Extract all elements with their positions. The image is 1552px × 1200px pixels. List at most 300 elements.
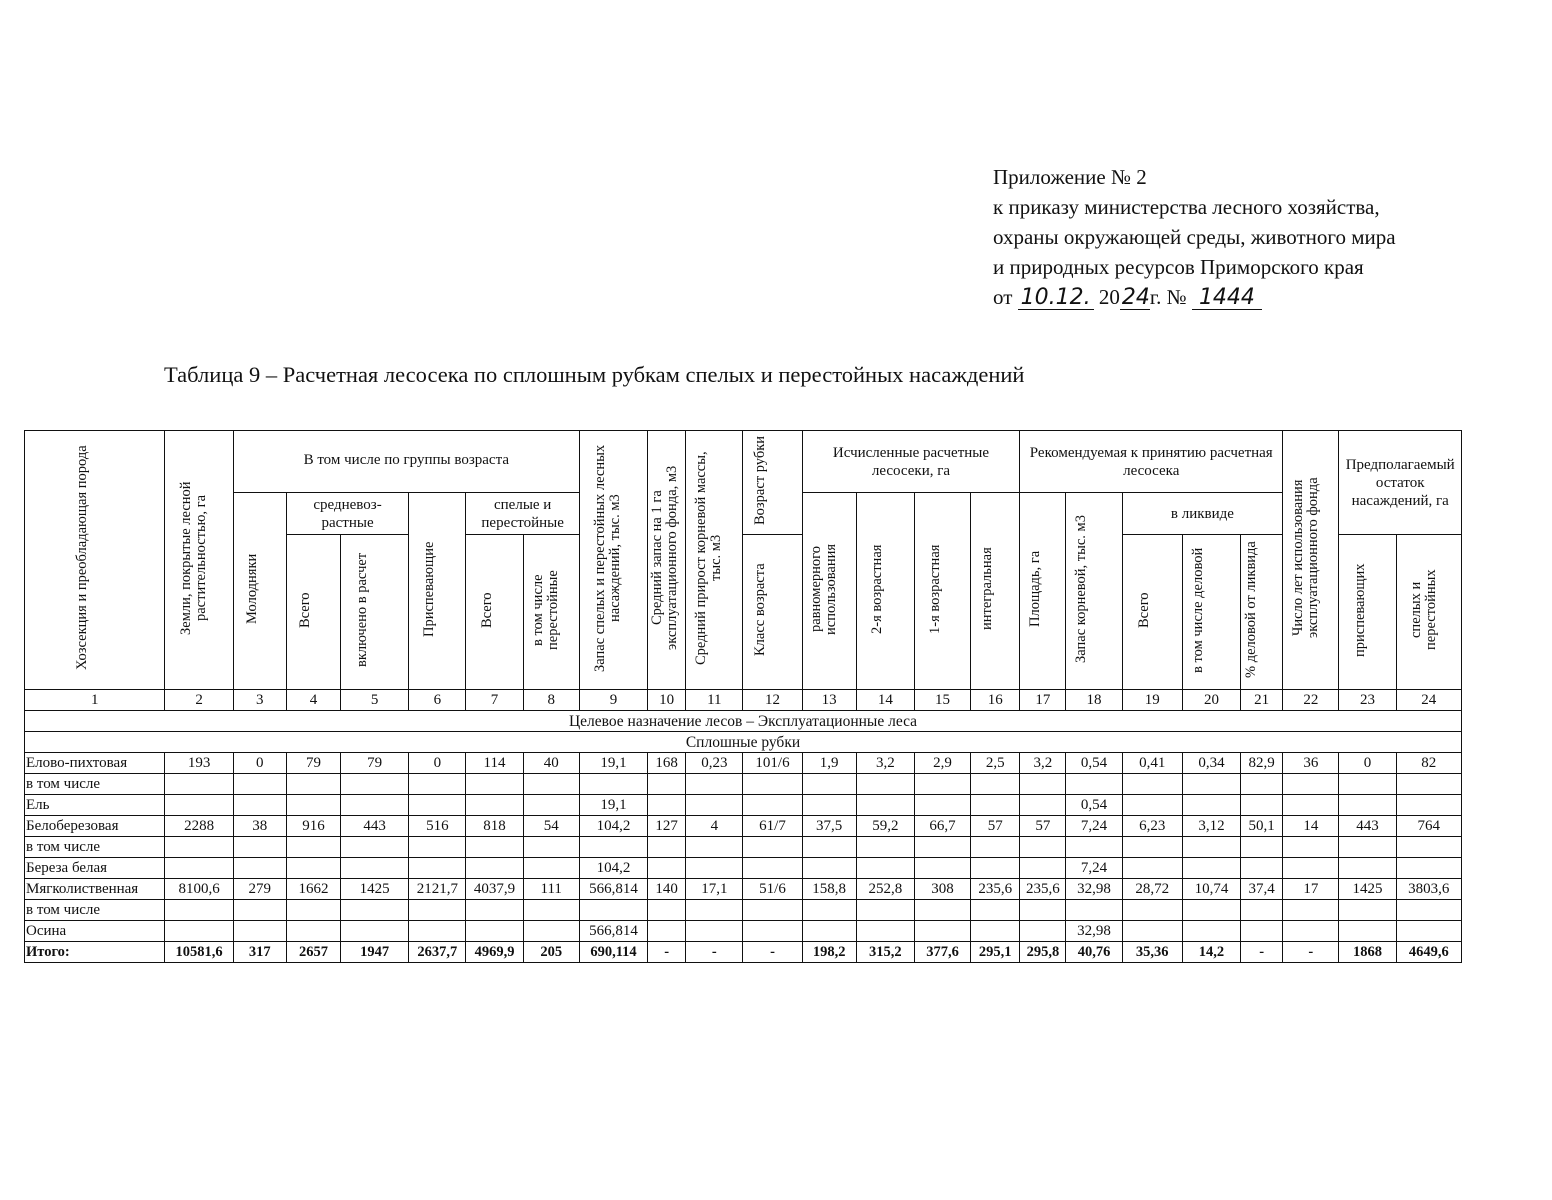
table-cell [914,795,970,816]
table-cell [914,837,970,858]
handwritten-date: 10.12. [1018,287,1094,310]
table-cell [1066,900,1122,921]
header-c8: в том числе перестойные [523,535,579,690]
column-number-row [25,690,1462,711]
table-cell: 104,2 [579,858,647,879]
table-cell [1182,774,1240,795]
table-cell: 198,2 [802,942,856,963]
table-cell [523,900,579,921]
year-prefix: 20 [1098,285,1120,309]
table-cell: 3,12 [1182,816,1240,837]
header-group-rec: Рекомендуемая к принятию расчетная лесосека [1020,431,1283,493]
table-cell [1066,837,1122,858]
table-cell: 59,2 [856,816,914,837]
table-cell [743,795,802,816]
table-cell [409,858,466,879]
table-cell [856,837,914,858]
header-c16: интегральная [971,493,1020,690]
table-cell: 2288 [165,816,233,837]
header-c17: Площадь, га [1020,493,1066,690]
table-cell: 6,23 [1122,816,1182,837]
table-cell: 28,72 [1122,879,1182,900]
table-cell [1020,921,1066,942]
table-cell [1122,858,1182,879]
table-cell: 764 [1396,816,1461,837]
appendix-line-1: Приложение № 2 [993,165,1147,189]
table-cell: 317 [233,942,286,963]
table-cell: 3803,6 [1396,879,1461,900]
total-row [25,942,1462,963]
header-group-cut-age: Возраст рубки [743,431,802,535]
table-cell [856,858,914,879]
header-c6: Приспевающие [409,493,466,690]
table-cell [1241,921,1283,942]
table-cell: 57 [971,816,1020,837]
header-c19: Всего [1122,535,1182,690]
table-cell: 0 [233,753,286,774]
table-cell [802,921,856,942]
appendix-line-4: и природных ресурсов Приморского края [993,255,1364,279]
appendix-block [993,162,1396,312]
table-cell: 35,36 [1122,942,1182,963]
table-cell [743,774,802,795]
table-cell [743,858,802,879]
table-cell [233,795,286,816]
table-cell [466,795,523,816]
table-cell [1339,795,1396,816]
table-cell: 168 [648,753,686,774]
table-cell: 1662 [286,879,340,900]
table-cell [1182,837,1240,858]
header-c23: приспевающих [1339,535,1396,690]
header-c5: включено в расчет [341,535,409,690]
header-group-calc: Исчисленные расчетные лесосеки, га [802,431,1020,493]
column-number: 1 [25,690,165,711]
row-label: в том числе [25,837,165,858]
header-c21: % деловой от ликвида [1241,535,1283,690]
table-cell: 4 [686,816,743,837]
table-cell: 1868 [1339,942,1396,963]
table-cell [1122,795,1182,816]
header-c3: Молодняки [233,493,286,690]
table-cell: 2657 [286,942,340,963]
table-cell: 127 [648,816,686,837]
table-row [25,753,1462,774]
table-cell [686,858,743,879]
table-cell: 82,9 [1241,753,1283,774]
table-cell [1182,795,1240,816]
table-cell [1396,900,1461,921]
table-cell: 235,6 [971,879,1020,900]
table-cell: 252,8 [856,879,914,900]
table-cell [233,921,286,942]
table-cell [648,837,686,858]
table-cell [914,774,970,795]
header-group-middle: средневоз-растные [286,493,408,535]
table-cell: 19,1 [579,795,647,816]
table-cell [1339,858,1396,879]
table-cell: 82 [1396,753,1461,774]
column-number: 20 [1182,690,1240,711]
table-cell [233,774,286,795]
table-row [25,921,1462,942]
table-cell [466,774,523,795]
table-cell: 61/7 [743,816,802,837]
table-cell [409,774,466,795]
table-cell [1020,900,1066,921]
table-cell [1339,774,1396,795]
table-cell [286,858,340,879]
row-label: Береза белая [25,858,165,879]
table-row [25,879,1462,900]
column-number: 19 [1122,690,1182,711]
row-label: Осина [25,921,165,942]
table-cell [233,900,286,921]
header-group-age: В том числе по группы возраста [233,431,579,493]
table-cell: 3,2 [1020,753,1066,774]
table-cell: 1947 [341,942,409,963]
table-row [25,837,1462,858]
table-cell [165,795,233,816]
column-number: 17 [1020,690,1066,711]
table-cell: 7,24 [1066,816,1122,837]
table-cell: 4649,6 [1396,942,1461,963]
table-cell: 66,7 [914,816,970,837]
header-group-rest: Предполагаемый остаток насаждений, га [1339,431,1462,535]
appendix-date-line [993,282,1396,312]
table-cell [914,900,970,921]
section-purpose: Целевое назначение лесов – Эксплуатационные леса [25,711,1462,732]
table-cell [648,774,686,795]
table-cell: 54 [523,816,579,837]
table-cell [686,795,743,816]
table-cell [579,900,647,921]
row-label: Елово-пихтовая [25,753,165,774]
column-number: 9 [579,690,647,711]
table-cell: 1425 [1339,879,1396,900]
table-cell: 10,74 [1182,879,1240,900]
table-cell [971,774,1020,795]
table-cell [286,837,340,858]
table-cell [466,921,523,942]
column-number: 23 [1339,690,1396,711]
table-cell [341,837,409,858]
table-cell [286,774,340,795]
header-c7: Всего [466,535,523,690]
table-cell [286,900,340,921]
table-cell: 2637,7 [409,942,466,963]
table-cell: 79 [286,753,340,774]
table-cell [802,795,856,816]
table-cell: - [1283,942,1339,963]
table-cell [286,921,340,942]
table-cell [648,921,686,942]
table-cell: 19,1 [579,753,647,774]
table-cell [523,837,579,858]
table-cell: 4037,9 [466,879,523,900]
table-cell: 8100,6 [165,879,233,900]
table-cell: 308 [914,879,970,900]
table-cell [1020,795,1066,816]
column-number: 13 [802,690,856,711]
row-label: Белоберезовая [25,816,165,837]
table-cell: 32,98 [1066,879,1122,900]
table-cell [1283,900,1339,921]
table-cell: 38 [233,816,286,837]
table-cell: 0,23 [686,753,743,774]
table-cell [1066,774,1122,795]
table-cell: 443 [341,816,409,837]
column-number: 16 [971,690,1020,711]
table-row [25,774,1462,795]
table-cell: 40 [523,753,579,774]
table-cell [802,858,856,879]
table-title: Таблица 9 – Расчетная лесосека по сплошным рубкам спелых и перестойных насаждений [164,362,1025,387]
table-cell: 17 [1283,879,1339,900]
forest-cut-table [24,430,1462,963]
table-cell [1283,837,1339,858]
row-label: Ель [25,795,165,816]
table-cell [1020,858,1066,879]
table-cell: 295,8 [1020,942,1066,963]
section-row-cut [25,732,1462,753]
table-cell [523,921,579,942]
header-c20: в том числе деловой [1182,535,1240,690]
table-cell: 158,8 [802,879,856,900]
header-c14: 2-я возрастная [856,493,914,690]
table-row [25,900,1462,921]
table-cell: - [686,942,743,963]
column-number: 24 [1396,690,1461,711]
table-cell [1339,900,1396,921]
table-cell [686,837,743,858]
table-cell [648,858,686,879]
table-cell [1241,795,1283,816]
table-cell [1122,774,1182,795]
table-cell [971,921,1020,942]
table-cell: 0 [1339,753,1396,774]
column-number: 15 [914,690,970,711]
table-cell [1122,900,1182,921]
table-row [25,816,1462,837]
table-cell [802,900,856,921]
column-number: 7 [466,690,523,711]
table-cell [165,858,233,879]
table-cell: 193 [165,753,233,774]
table-cell [341,921,409,942]
row-label: в том числе [25,774,165,795]
section-row-purpose [25,711,1462,732]
table-cell [409,900,466,921]
column-number: 10 [648,690,686,711]
table-cell: 916 [286,816,340,837]
table-cell [1283,858,1339,879]
table-cell: 0 [409,753,466,774]
table-cell [1283,774,1339,795]
column-number: 2 [165,690,233,711]
table-cell: 37,5 [802,816,856,837]
table-cell: - [648,942,686,963]
appendix-line-2: к приказу министерства лесного хозяйства, [993,195,1380,219]
table-cell [409,837,466,858]
header-c22: Число лет использования эксплуатационного фонда [1283,431,1339,690]
row-label: Итого: [25,942,165,963]
row-label: Мягколиственная [25,879,165,900]
table-cell: 36 [1283,753,1339,774]
handwritten-number: 1444 [1192,287,1262,310]
table-cell: 101/6 [743,753,802,774]
table-cell: 516 [409,816,466,837]
table-cell: 37,4 [1241,879,1283,900]
table-cell: 7,24 [1066,858,1122,879]
table-cell: 32,98 [1066,921,1122,942]
table-cell [1396,837,1461,858]
table-cell [1283,921,1339,942]
table-cell [1339,837,1396,858]
table-cell [1241,774,1283,795]
table-cell [341,774,409,795]
column-number: 22 [1283,690,1339,711]
table-cell [1396,774,1461,795]
header-c4: Всего [286,535,340,690]
table-cell [802,837,856,858]
table-cell [523,858,579,879]
table-cell [523,774,579,795]
table-cell [971,900,1020,921]
header-c18: Запас корневой, тыс. м3 [1066,493,1122,690]
column-number: 11 [686,690,743,711]
table-cell: 2,5 [971,753,1020,774]
table-cell [686,900,743,921]
table-cell: 2,9 [914,753,970,774]
table-cell: 17,1 [686,879,743,900]
table-cell [1122,921,1182,942]
column-number: 14 [856,690,914,711]
table-cell [743,921,802,942]
table-row [25,795,1462,816]
header-c24: спелых и перестойных [1396,535,1461,690]
table-cell: 3,2 [856,753,914,774]
table-cell: 2121,7 [409,879,466,900]
header-c15: 1-я возрастная [914,493,970,690]
header-c12: Класс возраста [743,535,802,690]
table-row [25,858,1462,879]
table-cell [856,774,914,795]
from-label: от [993,285,1013,309]
table-cell [648,900,686,921]
column-number: 5 [341,690,409,711]
table-cell: - [1241,942,1283,963]
table-cell [165,774,233,795]
table-cell: 0,41 [1122,753,1182,774]
table-cell: 690,114 [579,942,647,963]
table-cell [971,795,1020,816]
table-cell [686,774,743,795]
table-cell: 235,6 [1020,879,1066,900]
table-cell [579,774,647,795]
table-cell [1122,837,1182,858]
table-cell [914,921,970,942]
header-c1: Хозсекция и преобладающая порода [25,431,165,690]
table-cell: 0,54 [1066,795,1122,816]
table-cell: 443 [1339,816,1396,837]
table-cell [743,837,802,858]
appendix-line-3: охраны окружающей среды, животного мира [993,225,1396,249]
table-cell [466,858,523,879]
header-group-liquid: в ликвиде [1122,493,1283,535]
column-number: 21 [1241,690,1283,711]
column-number: 12 [743,690,802,711]
table-cell: 1,9 [802,753,856,774]
table-cell [1241,858,1283,879]
table-cell: 1425 [341,879,409,900]
table-cell [648,795,686,816]
handwritten-year: 24 [1121,285,1150,310]
table-cell [233,858,286,879]
header-group-ripe: спелые и перестойные [466,493,579,535]
table-cell [743,900,802,921]
table-cell: 279 [233,879,286,900]
table-cell: 4969,9 [466,942,523,963]
table-cell: 566,814 [579,921,647,942]
table-cell [165,837,233,858]
table-cell [286,795,340,816]
table-cell: 79 [341,753,409,774]
column-number: 18 [1066,690,1122,711]
table-cell [409,795,466,816]
column-number: 6 [409,690,466,711]
header-c13: равномерного использования [802,493,856,690]
table-cell [579,837,647,858]
table-cell: 114 [466,753,523,774]
table-cell [971,837,1020,858]
header-c10: Средний запас на 1 га эксплуатационного фонда, м3 [648,431,686,690]
table-cell [466,837,523,858]
table-cell [165,921,233,942]
column-number: 4 [286,690,340,711]
table-cell [341,900,409,921]
table-cell [1396,921,1461,942]
table-cell [856,900,914,921]
table-cell [1396,858,1461,879]
table-cell: 50,1 [1241,816,1283,837]
table-cell [165,900,233,921]
table-cell [856,921,914,942]
table-cell [1020,837,1066,858]
section-cut: Сплошные рубки [25,732,1462,753]
table-cell [856,795,914,816]
header-c2: Земли, покрытые лесной растительностью, га [165,431,233,690]
table-cell: 40,76 [1066,942,1122,963]
table-cell [1182,921,1240,942]
table-cell [1020,774,1066,795]
table-cell: 104,2 [579,816,647,837]
table-cell [1241,837,1283,858]
table-cell [1182,900,1240,921]
table-cell [409,921,466,942]
table-cell: 111 [523,879,579,900]
table-cell [914,858,970,879]
table-cell [1396,795,1461,816]
table-cell: 818 [466,816,523,837]
row-label: в том числе [25,900,165,921]
table-cell: 51/6 [743,879,802,900]
header-c11: Средний прирост корневой массы, тыс. м3 [686,431,743,690]
table-cell [341,795,409,816]
table-body [25,690,1462,963]
table-cell [233,837,286,858]
table-cell [971,858,1020,879]
